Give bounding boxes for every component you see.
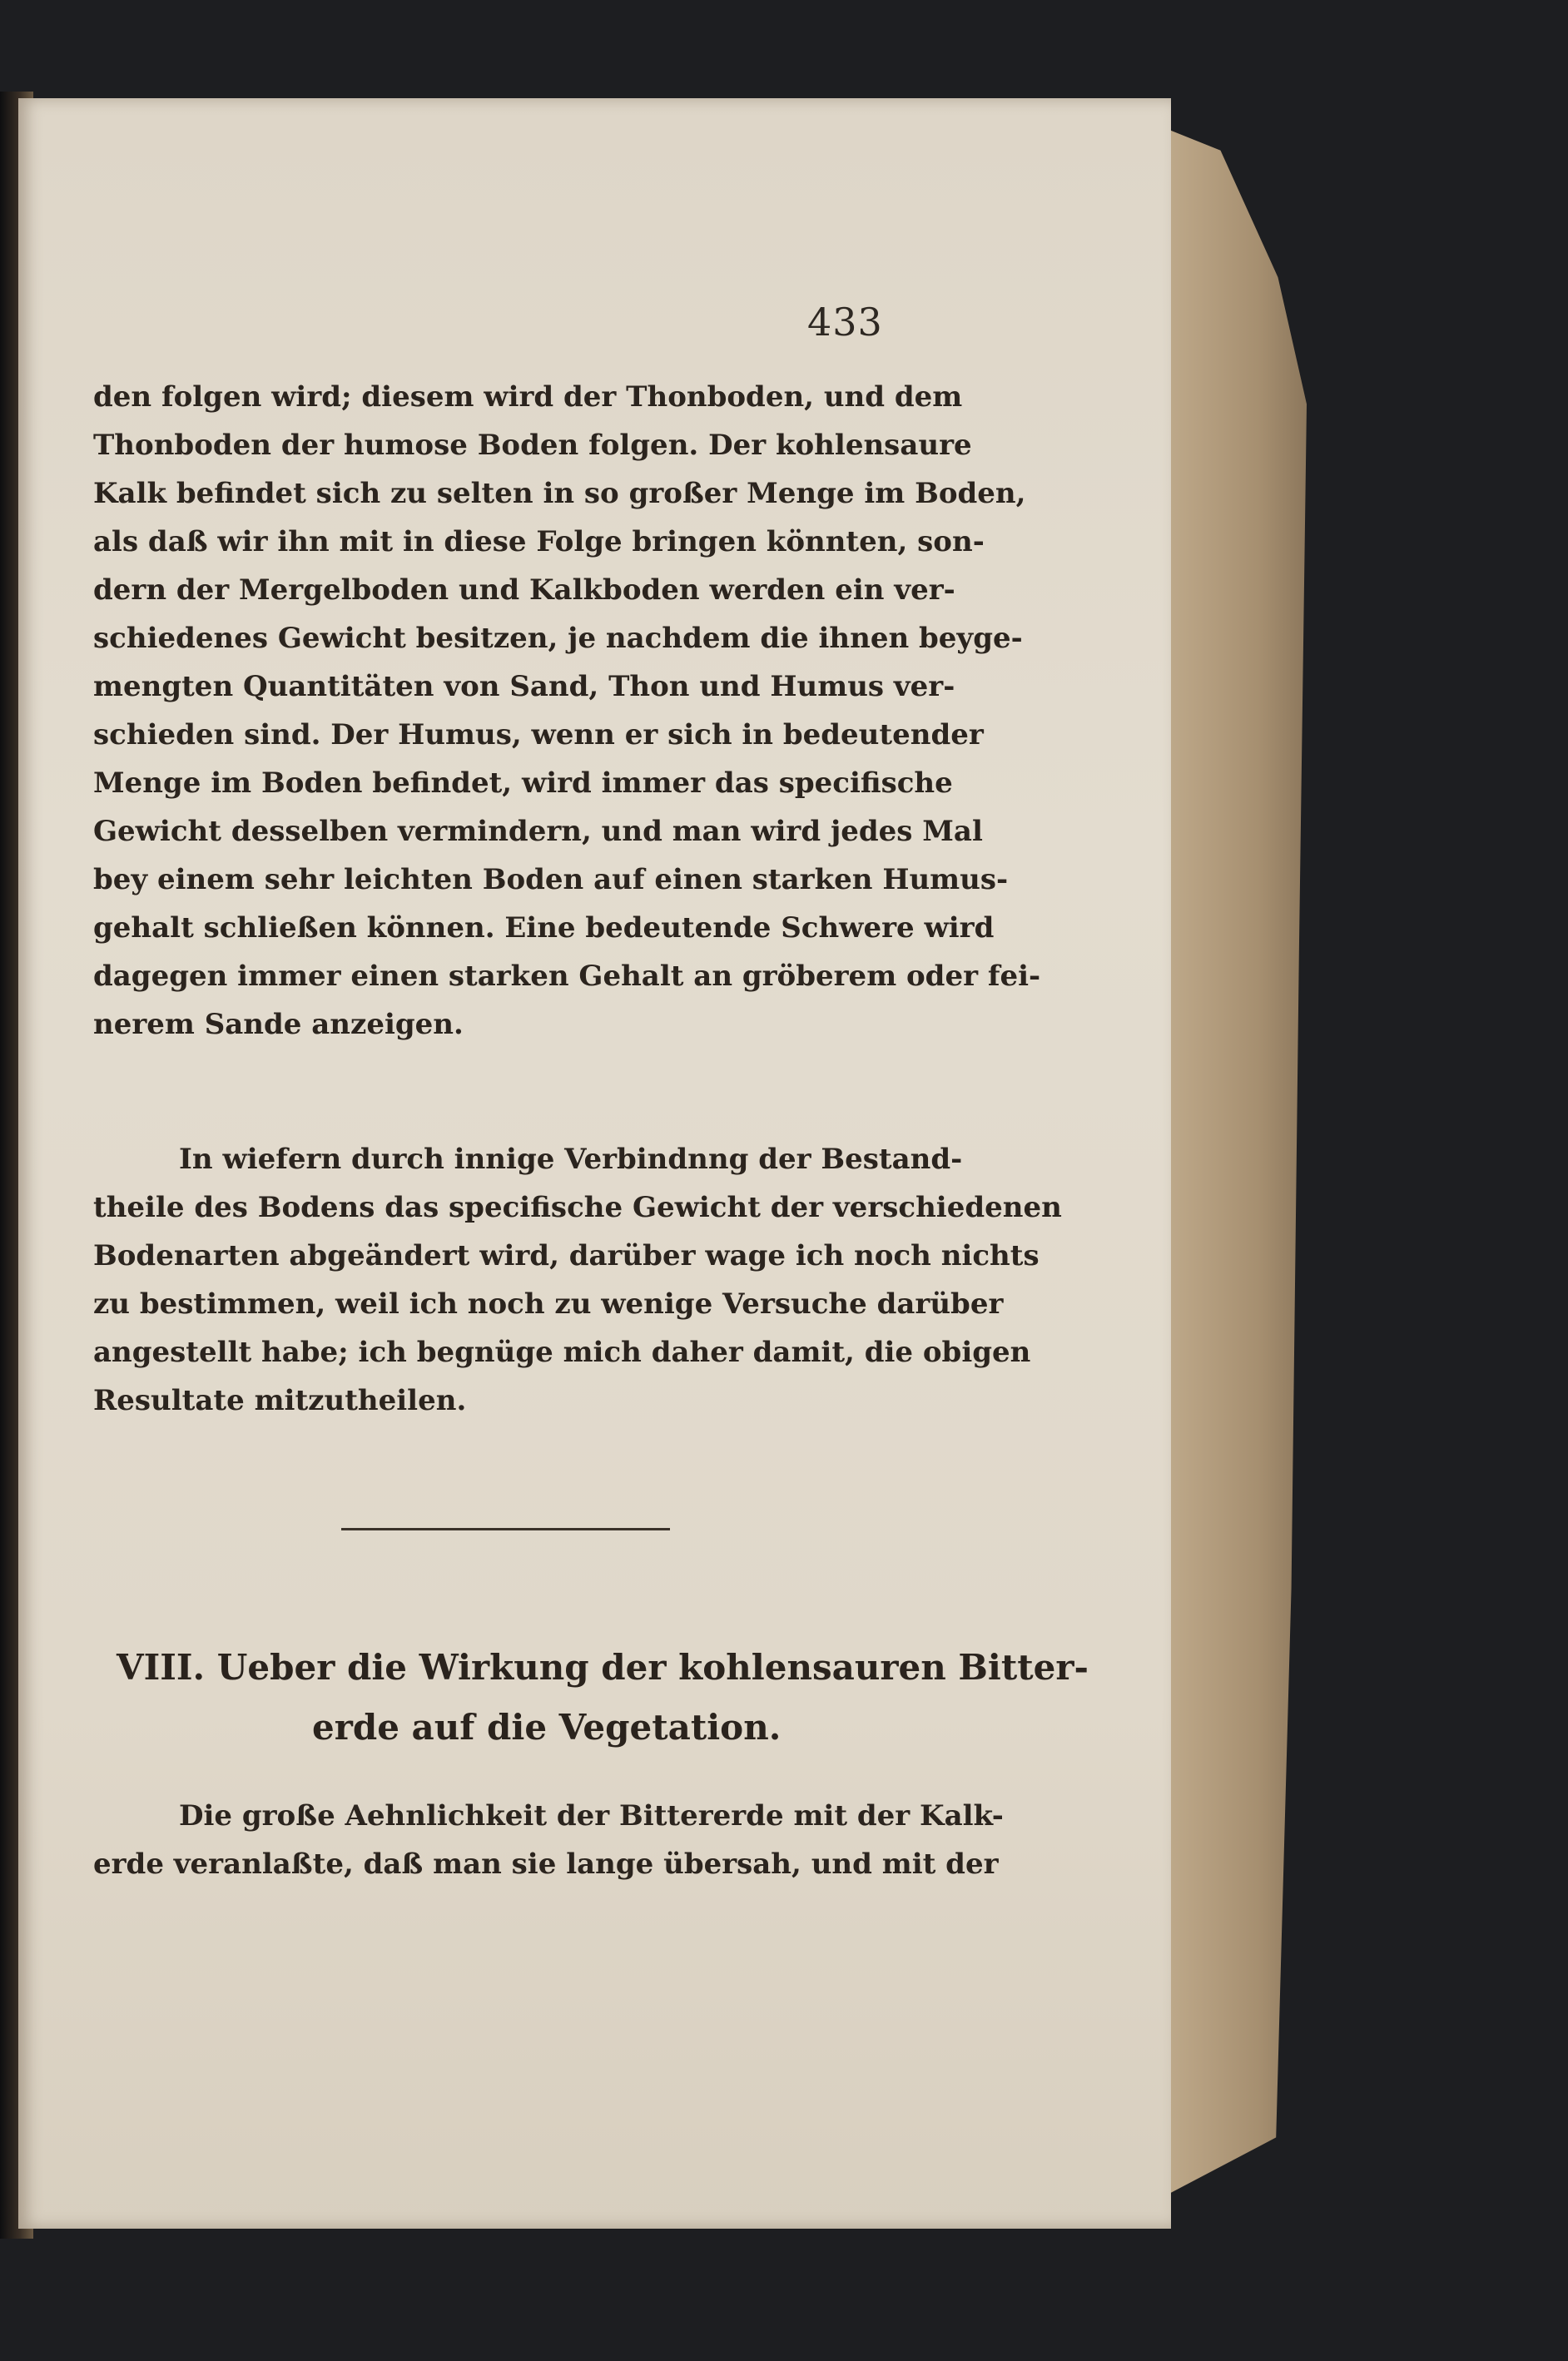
paragraph1-line: dagegen immer einen starken Gehalt an gröberem oder fei-	[93, 960, 1041, 993]
paragraph2-line: theile des Bodens das specifische Gewicht der verschiedenen	[93, 1191, 1062, 1224]
paragraph3-line: Die große Aehnlichkeit der Bittererde mit der Kalk-	[179, 1799, 1004, 1833]
paragraph1-line: nerem Sande anzeigen.	[93, 1008, 464, 1041]
paragraph1-line: als daß wir ihn mit in diese Folge bringen könnten, son-	[93, 525, 985, 558]
paragraph2-line: angestellt habe; ich begnüge mich daher damit, die obigen	[93, 1336, 1031, 1369]
paragraph1-line: Gewicht desselben vermindern, und man wird jedes Mal	[93, 815, 983, 848]
paragraph1-line: bey einem sehr leichten Boden auf einen starken Humus-	[93, 863, 1009, 896]
page-number: 433	[807, 300, 883, 345]
paragraph1-line: dern der Mergelboden und Kalkboden werden ein ver-	[93, 573, 955, 607]
paragraph3-line: erde veranlaßte, daß man sie lange übersah, und mit der	[93, 1848, 999, 1881]
paragraph1-line: Thonboden der humose Boden folgen. Der kohlensaure	[93, 429, 972, 462]
paragraph1-line: den folgen wird; diesem wird der Thonboden, und dem	[93, 380, 963, 414]
section-heading-line2: erde auf die Vegetation.	[312, 1707, 782, 1748]
section-heading-line1: VIII. Ueber die Wirkung der kohlensauren Bitter-	[117, 1647, 1089, 1688]
paragraph1-line: schiedenes Gewicht besitzen, je nachdem die ihnen beyge-	[93, 622, 1023, 655]
paragraph1-line: gehalt schließen können. Eine bedeutende Schwere wird	[93, 911, 995, 945]
section-divider	[341, 1528, 670, 1530]
paragraph1-line: mengten Quantitäten von Sand, Thon und Humus ver-	[93, 670, 955, 703]
paragraph2-line: Resultate mitzutheilen.	[93, 1384, 467, 1417]
paragraph1-line: Menge im Boden befindet, wird immer das specifische	[93, 766, 953, 800]
paragraph2-line: zu bestimmen, weil ich noch zu wenige Versuche darüber	[93, 1287, 1004, 1321]
paragraph1-line: schieden sind. Der Humus, wenn er sich in bedeutender	[93, 718, 984, 751]
paragraph1-line: Kalk befindet sich zu selten in so großer Menge im Boden,	[93, 477, 1026, 510]
paragraph2-line: In wiefern durch innige Verbindnng der Bestand-	[179, 1143, 963, 1176]
paragraph2-line: Bodenarten abgeändert wird, darüber wage ich noch nichts	[93, 1239, 1040, 1272]
